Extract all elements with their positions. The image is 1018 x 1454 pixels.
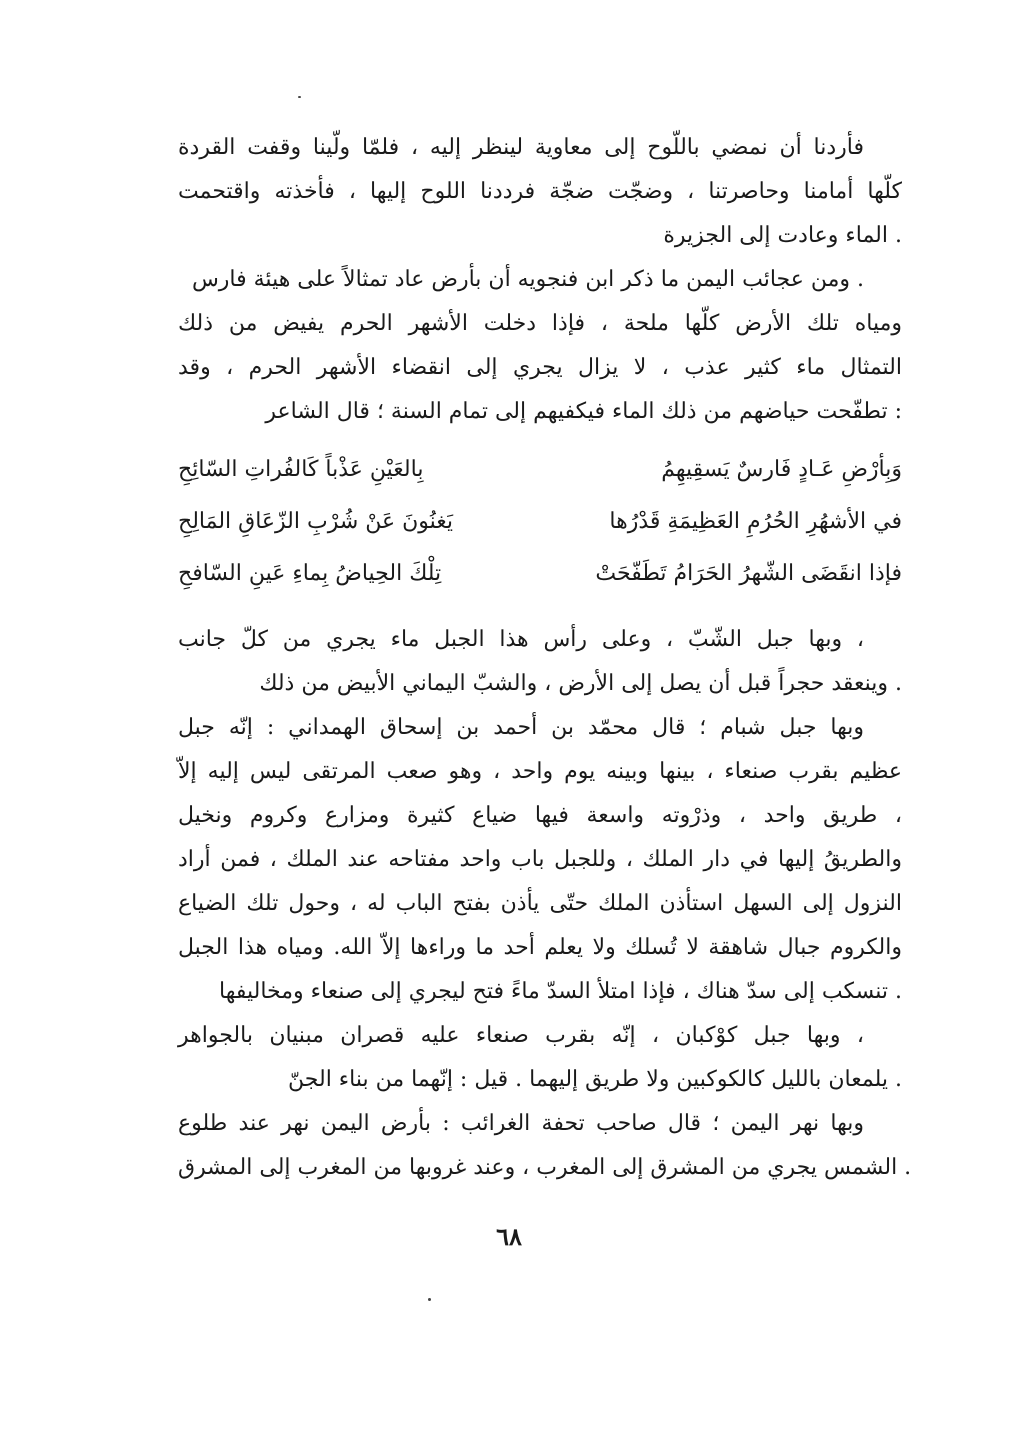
verse-hemistich-first: فإذا انقَضَى الشّهرُ الحَرَامُ تَطَفّحَتْ [595,561,902,586]
text-line: الماء وعادت إلى الجزيرة . [663,223,902,248]
text-line: والكروم جبال شاهقة لا تُسلك ولا يعلم أحد ما وراءها إلاّ الله. ومياه هذا الجبل [178,935,902,960]
text-line: وينعقد حجراً قبل أن يصل إلى الأرض ، والشبّ اليماني الأبيض من ذلك . [259,671,902,696]
text-line: والطريقُ إليها في دار الملك ، وللجبل باب واحد مفتاحه عند الملك ، فمن أراد [178,847,902,872]
verse-hemistich-second: تِلْكَ الحِياضُ بِماءِ عَينِ السّافحِ [178,561,442,586]
text-line: ومن عجائب اليمن ما ذكر ابن فنجويه أن بأرض عاد تمثالاً على هيئة فارس . [191,267,864,292]
page-number: ٦٨ [496,1222,522,1251]
text-line: كلّها أمامنا وحاصرتنا ، وضجّت ضجّة فرددنا اللوح إليها ، فأخذته واقتحمت [178,179,902,204]
text-line: يلمعان بالليل كالكوكبين ولا طريق إليهما . قيل : إنّهما من بناء الجنّ . [288,1067,902,1092]
scan-speck [428,1298,431,1301]
verse-hemistich-first: وَبِأرْضِ عَـادٍ فَارسٌ يَسقِيهِمُ [661,457,902,482]
verse-line [178,554,902,594]
text-line: عظيم بقرب صنعاء ، بينها وبينه يوم واحد ، وهو صعب المرتقى ليس إليه إلاّ [178,759,902,784]
text-line: وبها جبل شبام ؛ قال محمّد بن أحمد بن إسحاق الهمداني : إنّه جبل [178,715,864,740]
verse-hemistich-first: في الأشهُرِ الحُرُمِ العَظِيمَةِ قَدْرُها [609,509,902,534]
text-line: الشمس يجري من المشرق إلى المغرب ، وعند غروبها من المغرب إلى المشرق . [178,1155,912,1180]
verse-line [178,502,902,542]
scan-speck [298,96,301,98]
verse-hemistich-second: يَغنُونَ عَنْ شُرْبِ الزّعَاقِ المَالِحِ [178,509,454,534]
verse-line [178,450,902,490]
text-line: وبها جبل كوْكبان ، إنّه بقرب صنعاء عليه قصران مبنيان بالجواهر ، [178,1023,864,1048]
text-line: تطفّحت حياضهم من ذلك الماء فيكفيهم إلى تمام السنة ؛ قال الشاعر : [265,399,902,424]
text-line: النزول إلى السهل استأذن الملك حتّى يأذن بفتح الباب له ، وحول تلك الضياع [178,891,902,916]
text-line: وبها نهر اليمن ؛ قال صاحب تحفة الغرائب : بأرض اليمن نهر عند طلوع [178,1111,864,1136]
text-line: ومياه تلك الأرض كلّها ملحة ، فإذا دخلت الأشهر الحرم يفيض من ذلك [178,311,902,336]
text-line: التمثال ماء كثير عذب ، لا يزال يجري إلى انقضاء الأشهر الحرم ، وقد [178,355,902,380]
text-line: فأردنا أن نمضي باللّوح إلى معاوية لينظر إليه ، فلمّا ولّينا وقفت القردة [178,135,864,160]
text-line: وبها جبل الشّبّ ، وعلى رأس هذا الجبل ماء يجري من كلّ جانب ، [178,627,865,652]
text-line: طريق واحد ، وذرْوته واسعة فيها ضياع كثيرة ومزارع وكروم ونخيل ، [178,803,903,828]
verse-hemistich-second: بِالعَيْنِ عَذْباً كَالفُراتِ السّائِحِ [178,457,424,482]
text-line: تنسكب إلى سدّ هناك ، فإذا امتلأ السدّ ماءً فتح ليجري إلى صنعاء ومخاليفها . [219,979,902,1004]
